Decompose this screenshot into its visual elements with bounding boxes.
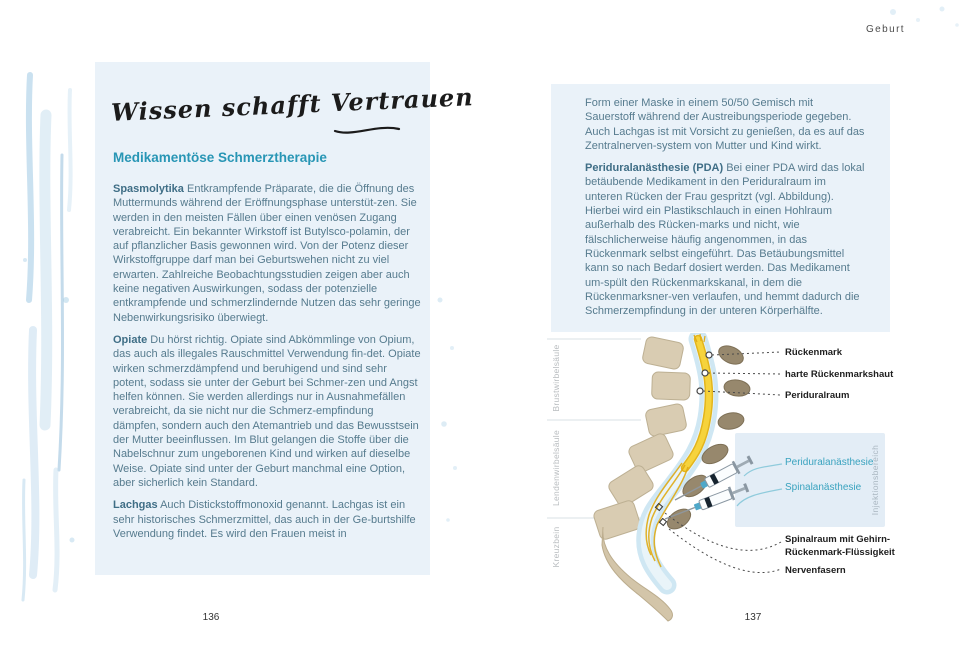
handwritten-title: Wissen schafft Vertrauen bbox=[110, 82, 475, 127]
right-text-panel bbox=[551, 84, 890, 332]
label-periduralanaesthesie: Periduralanästhesie bbox=[785, 457, 874, 468]
label-spinalanaesthesie: Spinalanästhesie bbox=[785, 482, 862, 493]
paragraph-text: Form einer Maske in einem 50/50 Gemisch mit Sauerstoff während der Austreibungsperiode gegeben. Auch Lachgas ist mit Vorsicht zu genießen, da es auf das Zentralnerven-system von Mutter und Kind wirkt. bbox=[585, 97, 865, 152]
paragraph-text: Bei einer PDA wird das lokal betäubende Medikament in den Periduralraum im unteren Rücken der Frau gespritzt (vgl. Abbildung). Hierbei wird ein Plastikschlauch in einen Hohlraum außerhalb des Rücken-marks und nicht, wie fälschlicherweise häufig angenommen, in das Rückenmark selbst eingeführt. Das Betäubungsmittel kann so nach Bedarf dosiert werden. Das Medikament um-spült den Rückenmarkskanal, in dem die Rückenmarksner-ven verlaufen, und hemmt dadurch die Schmerzempfindung in der unteren Körperhälfte. bbox=[585, 162, 865, 318]
section-label-kreuzbein: Kreuzbein bbox=[551, 526, 561, 568]
paragraph-lachgas bbox=[113, 498, 421, 541]
section-label-brustwirbelsaeule: Brustwirbelsäule bbox=[551, 344, 561, 412]
paragraph-lead: Spasmolytika bbox=[113, 183, 184, 195]
label-periduralraum: Periduralraum bbox=[785, 390, 850, 401]
label-spinalraum-line2: Rückenmark-Flüssigkeit bbox=[785, 546, 895, 558]
right-body-text bbox=[585, 96, 866, 326]
paragraph-opiate bbox=[113, 333, 421, 490]
paragraph-lachgas-continued bbox=[585, 96, 866, 153]
section-label-lendenwirbelsaeule: Lendenwirbelsäule bbox=[551, 430, 561, 506]
vertebral-bodies bbox=[592, 336, 690, 541]
page-number-left: 136 bbox=[202, 612, 220, 623]
label-spinalraum-line1: Spinalraum mit Gehirn- bbox=[785, 534, 891, 545]
left-text-panel bbox=[95, 62, 475, 575]
label-rueckenmark: Rückenmark bbox=[785, 347, 843, 358]
page-number-right: 137 bbox=[744, 612, 762, 623]
label-spinalraum bbox=[785, 534, 895, 559]
spine-illustration bbox=[545, 333, 964, 625]
label-harte-rueckenmarkshaut: harte Rückenmarkshaut bbox=[785, 369, 894, 380]
injection-area-label: Injektionsbereich bbox=[870, 444, 880, 516]
paragraph-text: Du hörst richtig. Opiate sind Abkömmlinge von Opium, das auch als illegales Rauschmittel Verwendung fin-det. Opiate wirken schmerzdämpfend und beruhigend und sind sehr potent, sodass sie unter der Geburt bei Schmer-zen und Angst helfen können. Sie werden allerdings nur in Ausnahmefällen verabreicht, da sie nicht nur die Schmerz-empfindung dämpfen, sondern auch den Atemantrieb und das Bewusstsein der Mutter beeinflussen. Im Blut gelangen die Stoffe über die Nabelschnur zum ungeborenen Kind und wirken auf dieselbe Weise. Opiate sind unter der Geburt manchmal eine Option, aber sicherlich kein Standard. bbox=[113, 333, 421, 489]
chapter-header: Geburt bbox=[866, 24, 905, 35]
watercolor-stroke bbox=[23, 75, 71, 600]
label-nervenfasern: Nervenfasern bbox=[785, 565, 846, 576]
paragraph-text: Auch Distickstoffmonoxid genannt. Lachgas ist ein sehr historisches Schmerzmittel, das auch in der Ge-burtshilfe Verwendung findet. Es wird den Frauen meist in bbox=[113, 499, 416, 540]
paragraph-pda bbox=[585, 161, 866, 318]
spine-diagram bbox=[545, 333, 964, 625]
left-body-text bbox=[113, 182, 421, 549]
paragraph-text: Entkrampfende Präparate, die die Öffnung des Muttermunds während der Eröffnungsphase unterstüt-zen. Sie werden in den meisten Fällen über einen venösen Zugang verabreicht. Ein bekannter Wirkstoff ist Butylsco-polamin, der auf pflanzlicher Basis gewonnen wird. Von der Potenz dieser Wirkstoffgruppe darf man bei Geburtswehen nicht zu viel erwarten. Zahlreiche Beobachtungsstudien zeigen aber auch keine negativen Auswirkungen, sodass der potenzielle entkrampfende und schmerzlindernde Nutzen das sehr geringe Nebenwirkungsrisiko überwiegt. bbox=[113, 183, 421, 324]
paragraph-lead: Opiate bbox=[113, 333, 148, 346]
section-heading: Medikamentöse Schmerztherapie bbox=[113, 150, 327, 165]
paragraph-lead: Periduralanästhesie (PDA) bbox=[585, 162, 724, 175]
paragraph-lead: Lachgas bbox=[113, 499, 158, 512]
paragraph-spasmolytika bbox=[113, 182, 421, 325]
handwriting-flourish bbox=[333, 118, 403, 140]
